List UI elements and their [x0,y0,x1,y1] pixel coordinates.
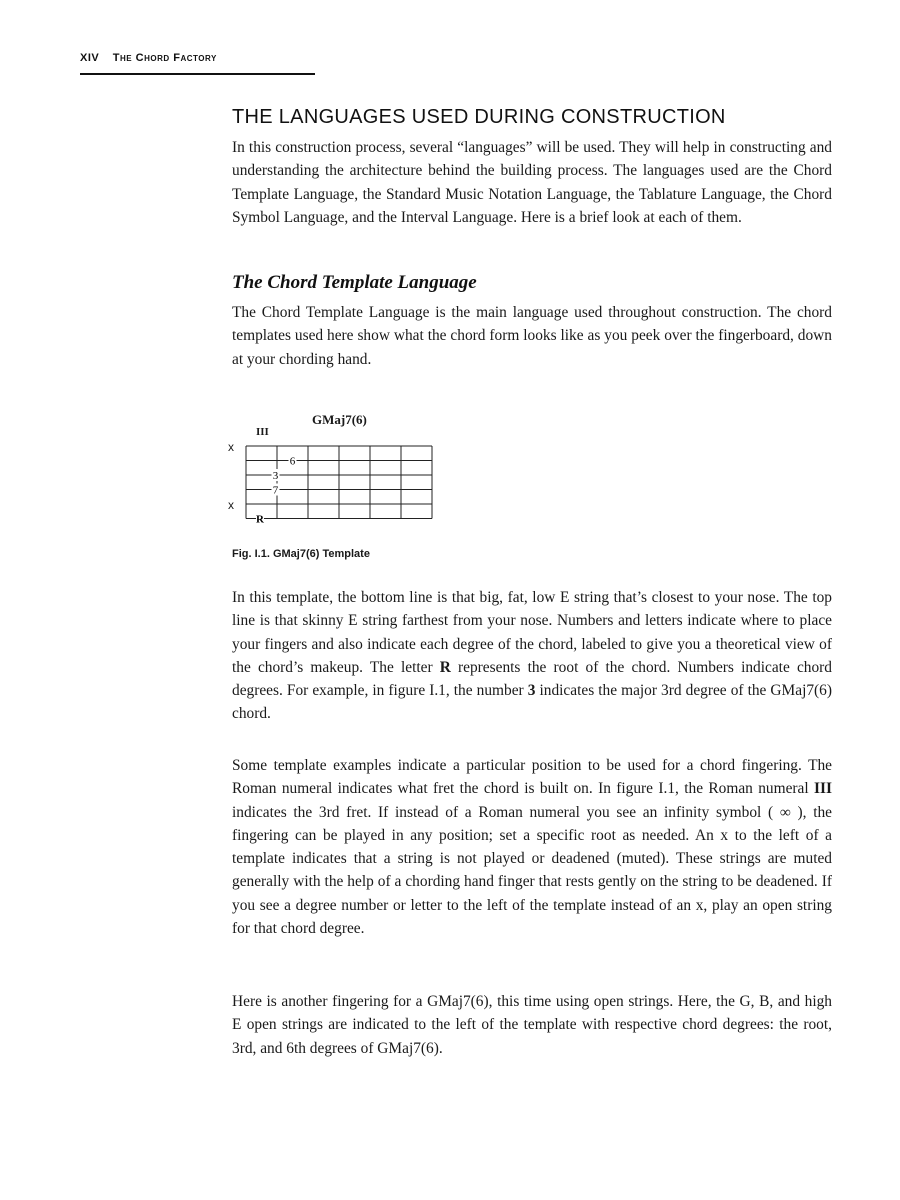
open-strings-paragraph: Here is another fingering for a GMaj7(6), this time using open strings. Here, the G, B, and high E open strings are indicated to the left of the template with respective chord degrees: the root, 3rd, and 6th degrees of GMaj7(6). [232,993,832,1057]
fret-numeral: III [256,426,269,438]
root-letter: R [439,658,451,676]
text-run: indicates the 3rd fret. If instead of a Roman numeral you see an infinity symbol ( ∞ ), the fingering can be played in any position; set a specific root as needed. An x to the left of a template indicates that a string is not played or deadened (muted). These strings are muted generally with the help of a chording hand finger that rests gently on the string to be deadened. If you see a degree number or letter to the left of the template instead of an x, play an open string for that chord degree. [232,803,832,938]
section-title: THE LANGUAGES USED DURING CONSTRUCTION [232,106,726,128]
text-run: Some template examples indicate a particular position to be used for a chord fingering. The Roman numeral indicates what fret the chord is built on. In figure I.1, the Roman numeral [232,757,832,798]
header-rule [80,73,315,75]
page-number: XIV [80,52,100,64]
position-explanation-paragraph [232,754,832,940]
chord-degree-label: 6 [289,455,296,468]
muted-string-mark: x [228,440,234,454]
chord-degree-label: 3 [272,470,279,482]
fretboard-grid [222,404,462,544]
template-explanation-paragraph [232,586,832,726]
text-run: represents the root of the chord. Numbers indicate chord degrees. For example, in figure I.1, the number [232,658,832,700]
chord-degree-label: 7 [272,484,279,497]
roman-numeral: III [814,780,832,798]
subsection-title: The Chord Template Language [232,272,477,293]
book-title: The Chord Factory [112,52,217,64]
chord-degree-label: R [256,513,264,526]
muted-string-mark: x [228,498,234,512]
text-run: indicates the major 3rd degree of the GMaj7(6) chord. [232,682,832,723]
running-head [80,52,217,64]
subsection-paragraph: The Chord Template Language is the main language used throughout construction. The chord templates used here show what the chord form looks like as you peek over the fingerboard, down at your chording hand. [232,304,832,368]
chord-name: GMaj7(6) [312,412,367,427]
text-run: In this template, the bottom line is that big, fat, low E string that’s closest to your nose. The top line is that skinny E string farthest from your nose. Numbers and letters indicate where to place your fingers and also indicate each degree of the chord, labeled to give you a theoretical view of the chord’s makeup. The letter [232,589,832,676]
chord-template-figure [222,404,462,544]
degree-number: 3 [527,682,536,700]
figure-caption: Fig. I.1. GMaj7(6) Template [232,548,370,560]
intro-paragraph: In this construction process, several “languages” will be used. They will help in constructing and understanding the architecture behind the building process. The languages used are the Chord Template Language, the Standard Music Notation Language, the Tablature Language, the Chord Symbol Language, and the Interval Language. Here is a brief look at each of them. [232,139,832,226]
